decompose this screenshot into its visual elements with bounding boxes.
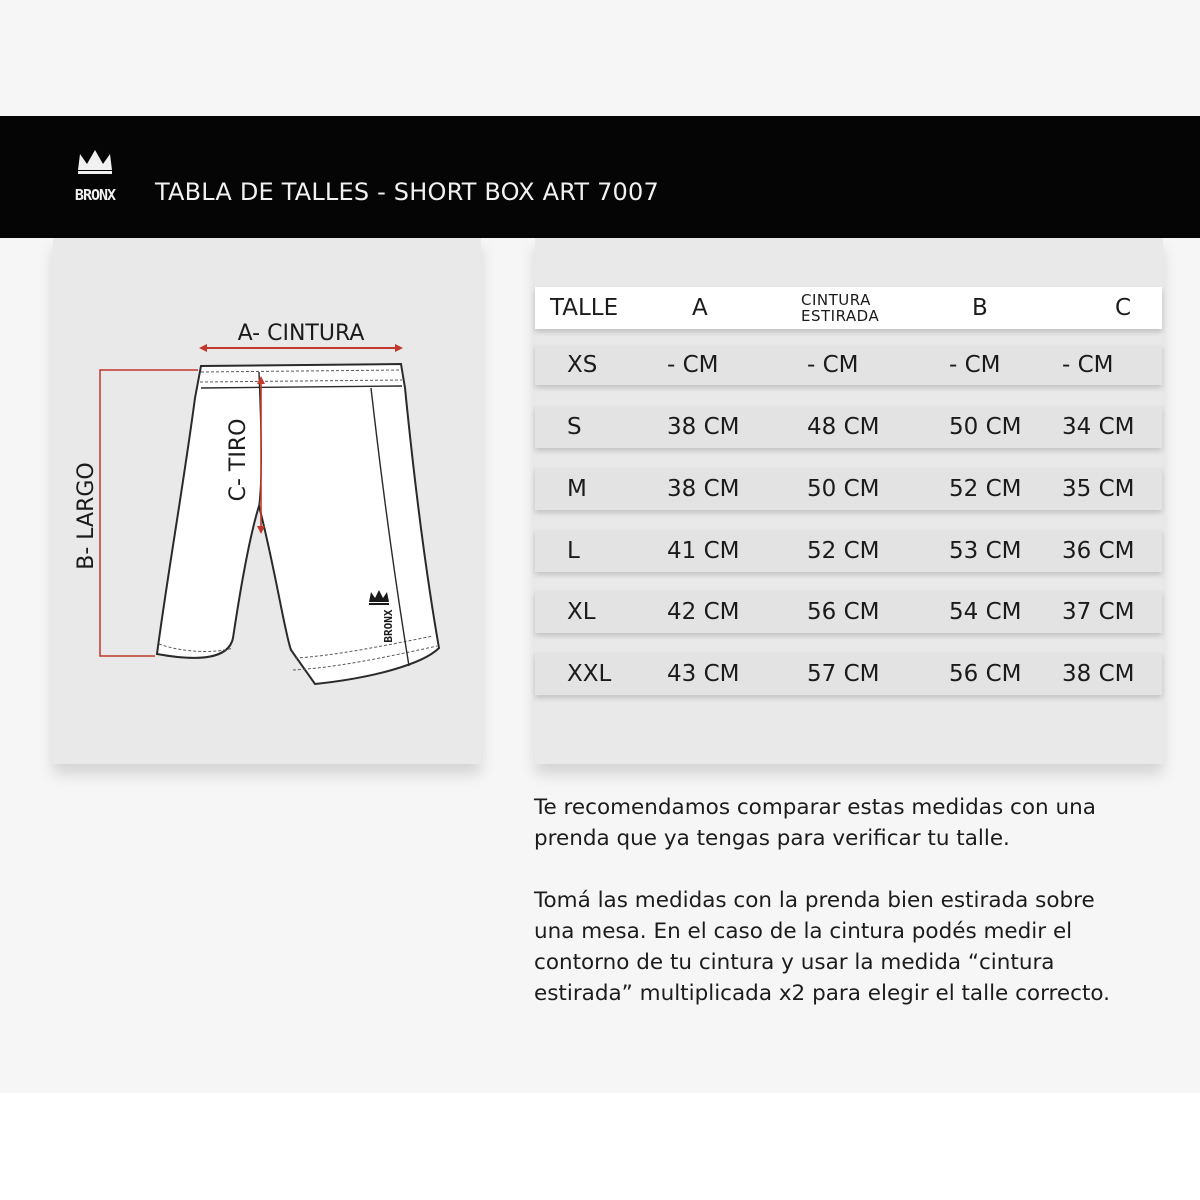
label-b-largo: B- LARGO [74, 462, 99, 570]
note-line: estirada” multiplicada x2 para elegir el talle correcto. [534, 981, 1111, 1006]
col-header-a: A [692, 295, 708, 321]
cell-b: 56 CM [949, 661, 1022, 687]
cell-b: 54 CM [949, 599, 1022, 625]
note-paragraph-1 [534, 792, 1174, 854]
cell-talle: XS [567, 352, 598, 378]
col-header-talle: TALLE [550, 295, 619, 321]
cell-c: 35 CM [1062, 476, 1135, 502]
page-title: TABLA DE TALLES - SHORT BOX ART 7007 [155, 178, 659, 206]
table-header-row [535, 287, 1162, 329]
cell-talle: L [567, 538, 580, 564]
col-header-b: B [972, 295, 988, 321]
cell-c: 36 CM [1062, 538, 1135, 564]
leg-logo-text: BRONX [382, 609, 395, 643]
header-bar [0, 116, 1200, 238]
note-line: Te recomendamos comparar estas medidas con una [534, 795, 1096, 820]
note-line: prenda que ya tengas para verificar tu talle. [534, 826, 1010, 851]
label-c-tiro: C- TIRO [226, 418, 251, 502]
table-row [535, 591, 1162, 633]
cell-b: 53 CM [949, 538, 1022, 564]
cell-a: 38 CM [667, 414, 740, 440]
cell-c: 37 CM [1062, 599, 1135, 625]
table-row [535, 530, 1162, 572]
cell-cintura: 50 CM [807, 476, 880, 502]
cell-talle: M [567, 476, 587, 502]
table-row [535, 653, 1162, 695]
cell-a: 42 CM [667, 599, 740, 625]
label-a-cintura: A- CINTURA [237, 321, 365, 346]
table-row [535, 468, 1162, 510]
logo-text: BRONX [74, 186, 116, 204]
cell-b: - CM [949, 352, 1001, 378]
cell-cintura: 56 CM [807, 599, 880, 625]
cell-c: 38 CM [1062, 661, 1135, 687]
shorts-outline [157, 364, 439, 684]
shorts-diagram [53, 238, 481, 764]
cell-talle: S [567, 414, 582, 440]
measurement-notes [534, 792, 1174, 1040]
table-row [535, 345, 1162, 385]
bronx-crown-logo [70, 150, 120, 206]
cell-c: - CM [1062, 352, 1114, 378]
cell-b: 52 CM [949, 476, 1022, 502]
note-paragraph-2 [534, 885, 1174, 1009]
cell-cintura: 57 CM [807, 661, 880, 687]
cell-a: 41 CM [667, 538, 740, 564]
cell-cintura: 52 CM [807, 538, 880, 564]
note-line: Tomá las medidas con la prenda bien estirada sobre [534, 888, 1095, 913]
note-line: contorno de tu cintura y usar la medida “cintura [534, 950, 1055, 975]
col-header-cintura-line1: CINTURA [801, 291, 871, 309]
cell-talle: XL [567, 599, 596, 625]
cell-cintura: 48 CM [807, 414, 880, 440]
cell-b: 50 CM [949, 414, 1022, 440]
cell-a: 38 CM [667, 476, 740, 502]
cell-talle: XXL [567, 661, 612, 687]
cell-a: - CM [667, 352, 719, 378]
col-header-cintura-line2: ESTIRADA [801, 307, 880, 325]
cell-c: 34 CM [1062, 414, 1135, 440]
cell-a: 43 CM [667, 661, 740, 687]
col-header-c: C [1115, 295, 1132, 321]
cell-cintura: - CM [807, 352, 859, 378]
note-line: una mesa. En el caso de la cintura podés medir el [534, 919, 1073, 944]
col-header-cintura-estirada [801, 287, 879, 329]
table-row [535, 406, 1162, 448]
